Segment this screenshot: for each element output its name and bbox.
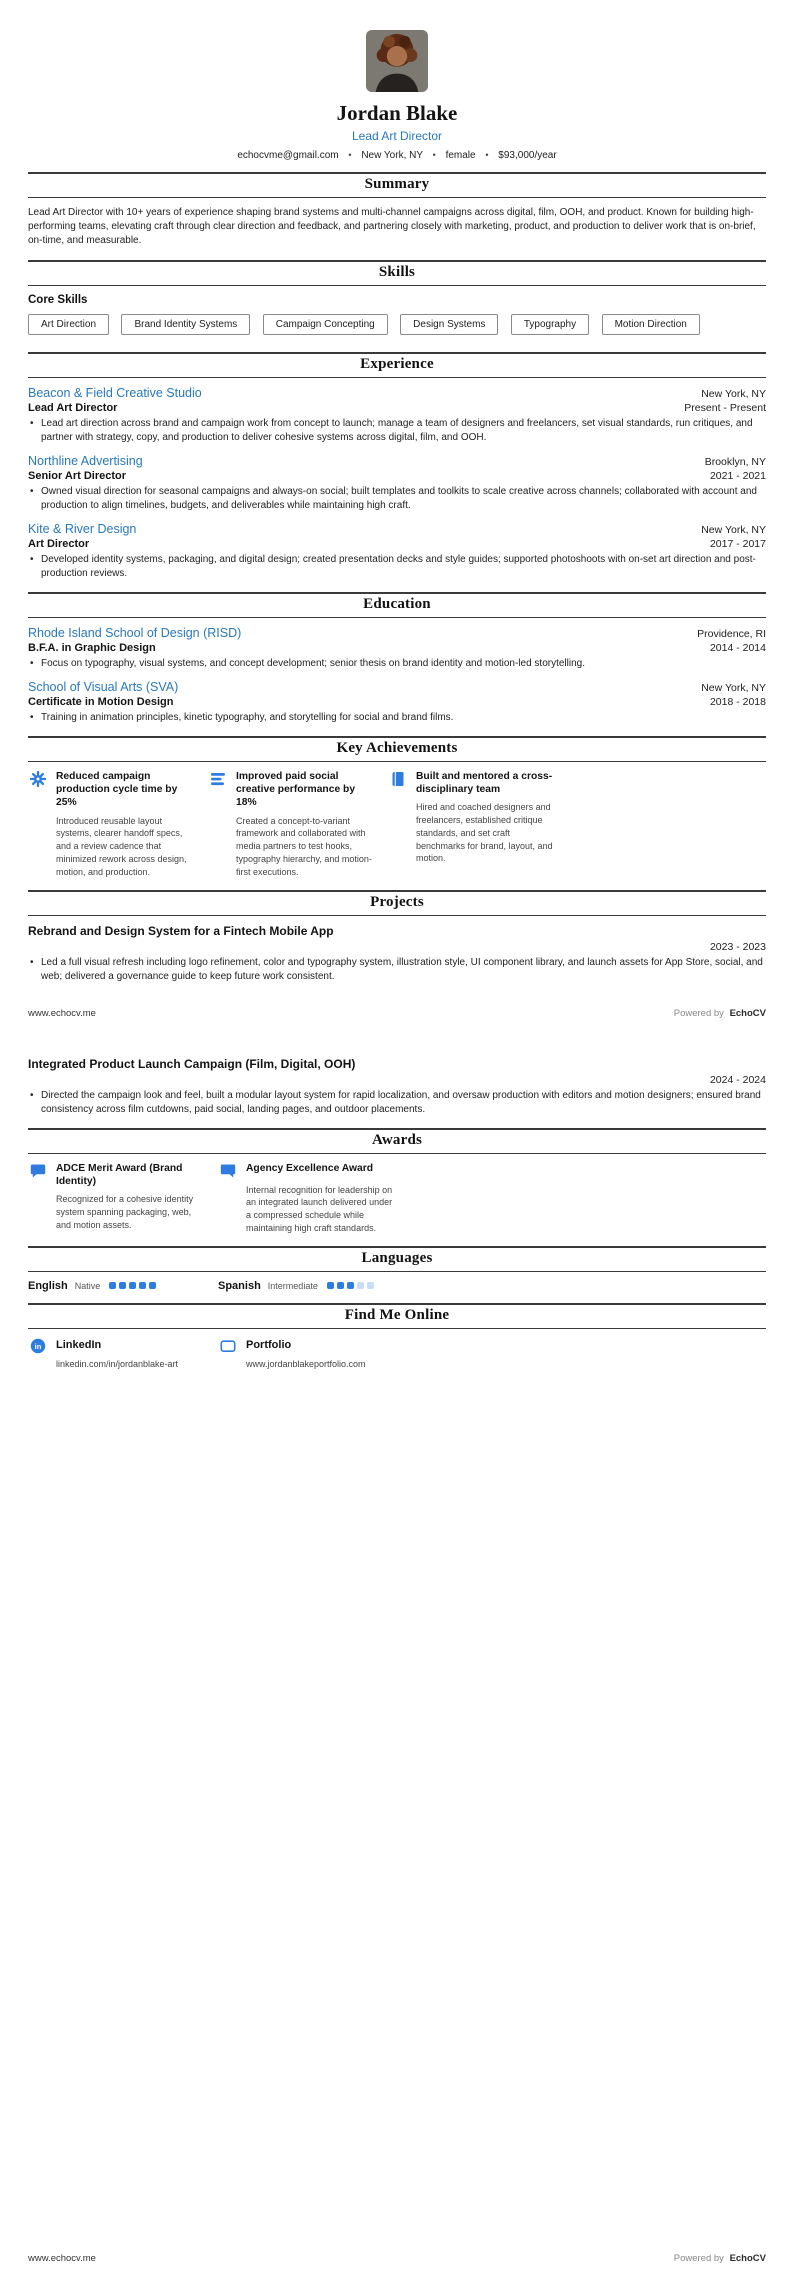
powered-by-prefix: Powered by xyxy=(673,2253,724,2264)
summary-heading: Summary xyxy=(364,176,430,192)
experience-heading: Experience xyxy=(360,355,434,372)
contact-separator: • xyxy=(485,150,489,160)
powered-by-brand-link[interactable]: EchoCV xyxy=(729,2253,766,2264)
school-name: School of Visual Arts (SVA) xyxy=(28,679,179,694)
summary-text: Lead Art Director with 10+ years of experience shaping brand systems and multi-channel campaigns across digital, film, OOH, and product. Known for building high-performing teams, elevating craft through clear direction and feedback, and partnering closely with marketing, product, and production to deliver work that is on-brief, on-time, and measurable. xyxy=(28,207,756,247)
contact-line xyxy=(28,150,766,161)
company-location: New York, NY xyxy=(701,387,766,400)
skill-tag: Motion Direction xyxy=(602,314,700,335)
achievement-desc: Introduced reusable layout systems, clearer handoff specs, and a review cadence that minimized rework across design, motion, and production. xyxy=(56,815,187,877)
speech-bubble-icon xyxy=(30,1163,46,1179)
language-rating-dots xyxy=(109,1282,159,1289)
job-bullet: • Owned visual direction for seasonal campaigns and always-on social; built templates and toolkits to scale creative across channels; collaborated with account and production to align timelines, budgets, and deliverables while maintaining high craft. xyxy=(28,485,766,513)
projects-heading: Projects xyxy=(370,893,424,910)
project-dates: 2023 - 2023 xyxy=(709,940,766,953)
skill-tag: Design Systems xyxy=(400,314,498,335)
education-bullet: • Training in animation principles, kinetic typography, and storytelling for social and brand films. xyxy=(28,711,766,725)
resume-page xyxy=(0,30,794,1369)
section-education xyxy=(28,592,766,725)
section-heading-awards xyxy=(28,1128,766,1154)
job-role: Art Director xyxy=(28,537,90,550)
education-item xyxy=(28,680,766,725)
book-icon xyxy=(390,771,406,787)
section-heading-summary xyxy=(28,172,766,198)
achievement-cards xyxy=(28,770,766,879)
project-title: Integrated Product Launch Campaign (Film, Digital, OOH) xyxy=(28,1056,356,1071)
contact-separator: • xyxy=(432,150,436,160)
skills-heading: Skills xyxy=(378,263,416,280)
candidate-job-title: Lead Art Director xyxy=(351,129,443,143)
find-me-online-heading: Find Me Online xyxy=(344,1306,450,1323)
languages-heading: Languages xyxy=(361,1249,433,1266)
company-name: Beacon & Field Creative Studio xyxy=(28,385,202,400)
online-profile-label: Portfolio xyxy=(246,1339,292,1352)
award-item xyxy=(28,1162,218,1232)
achievement-desc: Hired and coached designers and freelancers, established critique standards, and set craft benchmarks for brand, layout, and motion. xyxy=(416,802,553,864)
education-heading: Education xyxy=(363,595,431,612)
section-heading-find-me-online xyxy=(28,1303,766,1329)
achievement-item xyxy=(388,770,568,866)
achievement-title: Reduced campaign production cycle time by 25% xyxy=(56,770,178,809)
award-desc: Recognized for a cohesive identity system spanning packaging, web, and motion assets. xyxy=(56,1194,194,1230)
skill-tag: Art Direction xyxy=(28,314,109,335)
skill-group-label: Core Skills xyxy=(28,293,88,306)
online-profile-url[interactable]: www.jordanblakeportfolio.com xyxy=(246,1358,366,1369)
language-item xyxy=(28,1280,218,1292)
section-awards xyxy=(28,1128,766,1235)
language-name: English xyxy=(28,1279,68,1292)
online-profile-item xyxy=(28,1337,218,1369)
section-achievements xyxy=(28,736,766,879)
education-dates: 2018 - 2018 xyxy=(709,695,766,708)
section-experience xyxy=(28,352,766,581)
profile-photo-placeholder xyxy=(366,30,428,92)
section-heading-achievements xyxy=(28,736,766,762)
contact-salary: $93,000/year xyxy=(498,150,557,161)
language-rating-dots xyxy=(327,1282,377,1289)
section-heading-education xyxy=(28,592,766,618)
candidate-name: Jordan Blake xyxy=(336,101,458,125)
svg-text:in: in xyxy=(34,1341,42,1351)
degree: B.F.A. in Graphic Design xyxy=(28,641,156,654)
job-dates: 2021 - 2021 xyxy=(709,469,766,482)
experience-item xyxy=(28,454,766,513)
company-name: Kite & River Design xyxy=(28,521,137,536)
job-role: Senior Art Director xyxy=(28,469,127,482)
achievements-heading: Key Achievements xyxy=(336,739,458,756)
footer-site-link[interactable]: www.echocv.me xyxy=(28,2253,96,2264)
achievement-title: Improved paid social creative performance by 18% xyxy=(236,770,356,809)
award-cards xyxy=(28,1162,766,1235)
achievement-item xyxy=(28,770,208,879)
education-bullet: • Focus on typography, visual systems, and concept development; senior thesis on brand identity and motion-led storytelling. xyxy=(28,657,766,671)
skill-tag: Campaign Concepting xyxy=(263,314,388,335)
award-title: Agency Excellence Award xyxy=(246,1162,374,1174)
powered-by-brand-link[interactable]: EchoCV xyxy=(729,1007,766,1019)
degree: Certificate in Motion Design xyxy=(28,695,174,708)
linkedin-icon xyxy=(30,1338,46,1354)
online-profile-url[interactable]: linkedin.com/in/jordanblake-art xyxy=(56,1358,179,1369)
skill-tags xyxy=(28,314,766,341)
contact-location: New York, NY xyxy=(361,150,423,161)
section-projects xyxy=(28,890,766,984)
company-location: Brooklyn, NY xyxy=(704,455,766,468)
project-title: Rebrand and Design System for a Fintech Mobile App xyxy=(28,923,334,938)
skill-tag: Typography xyxy=(511,314,589,335)
achievement-title: Built and mentored a cross-disciplinary team xyxy=(416,770,553,795)
school-location: New York, NY xyxy=(701,681,766,694)
powered-by-prefix: Powered by xyxy=(673,1007,724,1019)
education-item xyxy=(28,626,766,671)
language-level: Intermediate xyxy=(267,1280,318,1291)
project-item xyxy=(28,1057,766,1117)
job-role: Lead Art Director xyxy=(28,401,118,414)
section-find-me-online xyxy=(28,1303,766,1369)
gear-icon xyxy=(30,771,46,787)
experience-item xyxy=(28,386,766,445)
job-dates: 2017 - 2017 xyxy=(709,537,766,550)
footer-site-link[interactable]: www.echocv.me xyxy=(28,1007,96,1019)
achievement-desc: Created a concept-to-variant framework and collaborated with media partners to test hooks, typography hierarchy, and motion-first executions. xyxy=(236,815,372,877)
contact-gender: female xyxy=(445,150,476,161)
company-name: Northline Advertising xyxy=(28,453,143,468)
online-profile-item xyxy=(218,1337,408,1369)
portfolio-icon xyxy=(220,1338,236,1354)
language-item xyxy=(218,1280,408,1292)
education-dates: 2014 - 2014 xyxy=(709,641,766,654)
job-dates: Present - Present xyxy=(684,401,766,414)
experience-item xyxy=(28,522,766,581)
school-name: Rhode Island School of Design (RISD) xyxy=(28,625,242,640)
project-bullet: • Directed the campaign look and feel, built a modular layout system for rapid localization, and oversaw production with editors and motion designers; ensured brand consistency across film cutdowns, paid social, landing pages, and outdoor placements. xyxy=(28,1089,766,1117)
speech-bubble-icon xyxy=(220,1163,236,1179)
contact-separator: • xyxy=(348,150,352,160)
achievement-item xyxy=(208,770,388,879)
job-bullet: • Developed identity systems, packaging, and digital design; created presentation decks and style guides; supported photoshoots with on-set art direction and post-production reviews. xyxy=(28,553,766,581)
section-heading-languages xyxy=(28,1246,766,1272)
powered-by xyxy=(674,1008,766,1019)
award-title: ADCE Merit Award (Brand Identity) xyxy=(56,1162,183,1187)
section-heading-skills xyxy=(28,260,766,286)
project-item xyxy=(28,924,766,984)
powered-by xyxy=(674,2253,766,2264)
company-location: New York, NY xyxy=(701,523,766,536)
online-profile-label: LinkedIn xyxy=(56,1339,102,1352)
contact-email[interactable]: echocvme@gmail.com xyxy=(237,150,339,161)
page-footer xyxy=(28,1008,766,1019)
section-languages xyxy=(28,1246,766,1292)
language-name: Spanish xyxy=(218,1279,261,1292)
page-footer xyxy=(28,2253,766,2264)
project-bullet: • Led a full visual refresh including logo refinement, color and typography system, illustration style, UI component library, and launch assets for App Store, social, and web; delivered a governance guide to keep future work consistent. xyxy=(28,956,766,984)
job-bullet: • Lead art direction across brand and campaign work from concept to launch; manage a team of designers and freelancers, set visual standards, run critiques, and partner with strategy, copy, and production to deliver cohesive systems across digital, film, and OOH. xyxy=(28,417,766,445)
section-heading-projects xyxy=(28,890,766,916)
school-location: Providence, RI xyxy=(697,627,766,640)
award-item xyxy=(218,1162,408,1235)
skill-tag: Brand Identity Systems xyxy=(121,314,250,335)
section-summary xyxy=(28,172,766,249)
award-desc: Internal recognition for leadership on an integrated launch delivered under a compressed schedule while maintaining high craft standards. xyxy=(246,1184,393,1233)
project-dates: 2024 - 2024 xyxy=(709,1073,766,1086)
language-list xyxy=(28,1280,766,1292)
bar-chart-icon xyxy=(210,771,226,787)
language-level: Native xyxy=(74,1280,101,1291)
awards-heading: Awards xyxy=(371,1131,423,1148)
section-heading-experience xyxy=(28,352,766,378)
profile-photo xyxy=(366,30,428,92)
online-profile-list xyxy=(28,1337,766,1369)
section-skills xyxy=(28,260,766,341)
